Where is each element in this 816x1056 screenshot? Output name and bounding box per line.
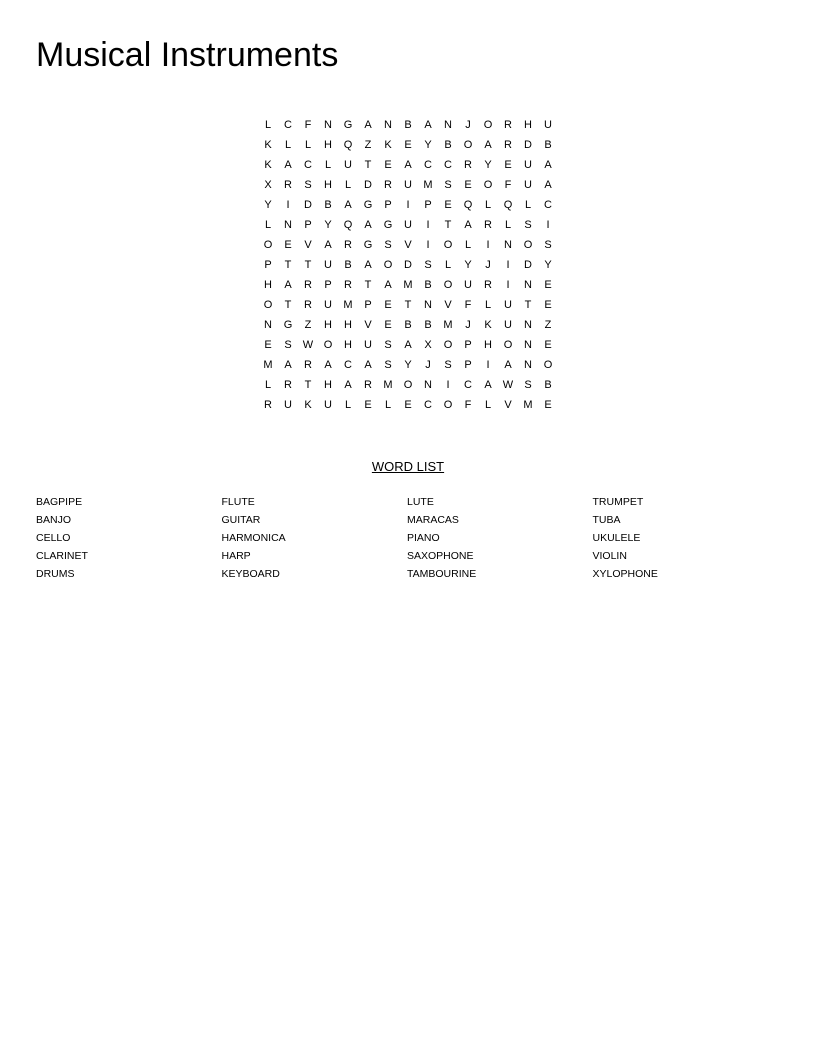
grid-cell: R <box>464 159 472 171</box>
grid-cell: Y <box>464 259 472 271</box>
grid-cell: E <box>544 339 552 351</box>
grid-cell: R <box>284 379 292 391</box>
word-list-item: FLUTE <box>221 496 255 508</box>
grid-cell: E <box>404 399 412 411</box>
grid-cell: S <box>444 179 452 191</box>
grid-cell: F <box>504 179 512 191</box>
grid-cell: O <box>463 139 473 151</box>
grid-cell: Q <box>463 199 473 211</box>
word-list-item: HARMONICA <box>221 532 286 544</box>
grid-cell: B <box>404 119 412 131</box>
grid-cell: G <box>383 219 393 231</box>
word-list-item: BAGPIPE <box>36 496 83 508</box>
grid-cell: C <box>344 359 352 371</box>
grid-cell: T <box>284 259 292 271</box>
grid-cell: T <box>524 299 532 311</box>
grid-cell: D <box>524 259 532 271</box>
grid-cell: I <box>286 199 290 211</box>
grid-cell: L <box>344 399 352 411</box>
grid-cell: Q <box>343 139 353 151</box>
grid-cell: O <box>403 379 413 391</box>
grid-cell: A <box>284 159 292 171</box>
grid-cell: V <box>304 239 312 251</box>
word-list-item: GUITAR <box>221 514 261 526</box>
grid-cell: U <box>324 399 332 411</box>
grid-cell: K <box>484 319 492 331</box>
grid-cell: C <box>464 379 472 391</box>
word-list-item: TAMBOURINE <box>407 568 477 580</box>
grid-cell: O <box>503 339 513 351</box>
grid-cell: R <box>484 219 492 231</box>
grid-row <box>258 155 558 175</box>
grid-row <box>258 255 558 275</box>
grid-cell: L <box>464 239 472 251</box>
grid-row <box>258 295 558 315</box>
grid-cell: U <box>464 279 472 291</box>
grid-cell: M <box>263 359 273 371</box>
grid-cell: B <box>344 259 352 271</box>
grid-cell: S <box>444 359 452 371</box>
grid-cell: Z <box>544 319 552 331</box>
grid-cell: S <box>284 339 292 351</box>
grid-cell: B <box>424 319 432 331</box>
grid-cell: S <box>544 239 552 251</box>
grid-cell: B <box>444 139 452 151</box>
grid-cell: E <box>384 319 392 331</box>
grid-cell: U <box>504 299 512 311</box>
grid-cell: U <box>364 339 372 351</box>
grid-cell: A <box>544 179 552 191</box>
grid-cell: T <box>404 299 412 311</box>
grid-cell: V <box>364 319 372 331</box>
grid-cell: R <box>304 279 312 291</box>
grid-row <box>258 315 558 335</box>
grid-cell: R <box>304 359 312 371</box>
grid-cell: F <box>304 119 312 131</box>
word-list-item: BANJO <box>36 514 72 526</box>
word-list-item: KEYBOARD <box>221 568 280 580</box>
grid-cell: L <box>264 219 272 231</box>
grid-cell: Y <box>544 259 552 271</box>
grid-cell: K <box>264 159 272 171</box>
grid-cell: O <box>323 339 333 351</box>
grid-cell: F <box>464 299 472 311</box>
grid-cell: S <box>384 359 392 371</box>
word-list-item: XYLOPHONE <box>592 568 658 580</box>
grid-cell: S <box>424 259 432 271</box>
grid-cell: N <box>424 299 432 311</box>
grid-cell: A <box>344 199 352 211</box>
grid-cell: A <box>404 159 412 171</box>
grid-row <box>258 195 558 215</box>
grid-cell: X <box>264 179 272 191</box>
grid-cell: D <box>364 179 372 191</box>
grid-cell: I <box>486 359 490 371</box>
grid-cell: S <box>304 179 312 191</box>
grid-cell: C <box>424 159 432 171</box>
grid-cell: R <box>504 119 512 131</box>
grid-cell: H <box>484 339 492 351</box>
grid-cell: N <box>524 339 532 351</box>
grid-cell: F <box>464 399 472 411</box>
grid-cell: L <box>444 259 452 271</box>
grid-cell: R <box>304 299 312 311</box>
word-list-item: DRUMS <box>36 568 75 580</box>
grid-cell: J <box>465 119 471 131</box>
grid-cell: A <box>484 379 492 391</box>
grid-cell: U <box>324 259 332 271</box>
grid-cell: H <box>344 339 352 351</box>
grid-cell: K <box>384 139 392 151</box>
grid-cell: E <box>284 239 292 251</box>
grid-cell: P <box>304 219 312 231</box>
grid-cell: O <box>443 399 453 411</box>
grid-cell: S <box>524 219 532 231</box>
grid-cell: U <box>284 399 292 411</box>
grid-row <box>258 375 558 395</box>
grid-cell: J <box>485 259 491 271</box>
grid-cell: T <box>444 219 452 231</box>
grid-cell: L <box>484 299 492 311</box>
word-list-item: PIANO <box>407 532 440 544</box>
grid-cell: N <box>284 219 292 231</box>
grid-cell: O <box>543 359 553 371</box>
grid-cell: H <box>264 279 272 291</box>
grid-cell: T <box>364 159 372 171</box>
grid-cell: I <box>406 199 410 211</box>
grid-cell: Z <box>304 319 312 331</box>
grid-cell: A <box>284 359 292 371</box>
grid-cell: E <box>404 139 412 151</box>
grid-cell: X <box>424 339 432 351</box>
grid-cell: I <box>426 239 430 251</box>
grid-cell: A <box>344 379 352 391</box>
grid-cell: I <box>506 259 510 271</box>
grid-cell: U <box>524 179 532 191</box>
grid-cell: A <box>364 219 372 231</box>
grid-cell: T <box>304 259 312 271</box>
grid-cell: R <box>264 399 272 411</box>
grid-row <box>258 215 558 235</box>
grid-cell: D <box>404 259 412 271</box>
grid-row <box>258 235 558 255</box>
grid-cell: U <box>404 179 412 191</box>
grid-cell: B <box>424 279 432 291</box>
grid-cell: Y <box>424 139 432 151</box>
grid-cell: W <box>502 379 514 391</box>
grid-cell: R <box>384 179 392 191</box>
word-list-item: LUTE <box>407 496 434 508</box>
grid-cell: U <box>544 119 552 131</box>
grid-cell: R <box>504 139 512 151</box>
grid-cell: B <box>544 379 552 391</box>
grid-cell: A <box>504 359 512 371</box>
grid-row <box>258 175 558 195</box>
grid-cell: G <box>363 239 373 251</box>
grid-cell: U <box>344 159 352 171</box>
grid-cell: K <box>304 399 312 411</box>
word-list-item: MARACAS <box>407 514 459 526</box>
grid-cell: E <box>544 279 552 291</box>
grid-cell: J <box>425 359 431 371</box>
grid-cell: A <box>384 279 392 291</box>
page-title: Musical Instruments <box>36 36 339 74</box>
grid-cell: E <box>544 399 552 411</box>
grid-cell: P <box>384 199 392 211</box>
grid-cell: B <box>404 319 412 331</box>
grid-cell: L <box>524 199 532 211</box>
grid-cell: L <box>484 399 492 411</box>
grid-cell: C <box>444 159 452 171</box>
grid-cell: A <box>324 359 332 371</box>
grid-cell: Z <box>364 139 372 151</box>
grid-cell: R <box>344 239 352 251</box>
grid-cell: C <box>284 119 292 131</box>
grid-cell: O <box>483 119 493 131</box>
grid-cell: Y <box>324 219 332 231</box>
grid-cell: K <box>264 139 272 151</box>
grid-cell: A <box>404 339 412 351</box>
grid-cell: V <box>504 399 512 411</box>
grid-cell: B <box>324 199 332 211</box>
grid-cell: E <box>364 399 372 411</box>
grid-cell: Q <box>343 219 353 231</box>
grid-cell: L <box>324 159 332 171</box>
grid-cell: P <box>424 199 432 211</box>
word-list-item: HARP <box>221 550 251 562</box>
grid-cell: C <box>304 159 312 171</box>
grid-cell: T <box>284 299 292 311</box>
grid-cell: S <box>524 379 532 391</box>
grid-cell: H <box>324 379 332 391</box>
grid-cell: R <box>284 179 292 191</box>
grid-cell: S <box>384 339 392 351</box>
grid-cell: A <box>364 119 372 131</box>
grid-cell: N <box>324 119 332 131</box>
grid-cell: E <box>544 299 552 311</box>
grid-cell: L <box>284 139 292 151</box>
grid-row <box>258 275 558 295</box>
grid-cell: G <box>343 119 353 131</box>
grid-cell: Q <box>503 199 513 211</box>
grid-cell: N <box>524 359 532 371</box>
grid-cell: O <box>443 279 453 291</box>
grid-cell: A <box>364 359 372 371</box>
grid-cell: H <box>324 179 332 191</box>
grid-cell: I <box>446 379 450 391</box>
grid-cell: P <box>324 279 332 291</box>
grid-cell: R <box>484 279 492 291</box>
grid-cell: V <box>444 299 452 311</box>
grid-cell: U <box>404 219 412 231</box>
grid-cell: N <box>384 119 392 131</box>
grid-cell: D <box>524 139 532 151</box>
grid-cell: M <box>523 399 533 411</box>
grid-cell: O <box>443 239 453 251</box>
grid-cell: M <box>423 179 433 191</box>
grid-cell: R <box>364 379 372 391</box>
grid-cell: Y <box>264 199 272 211</box>
grid-cell: D <box>304 199 312 211</box>
grid-cell: P <box>364 299 372 311</box>
grid-cell: E <box>464 179 472 191</box>
word-list-item: CLARINET <box>36 550 88 562</box>
word-list <box>36 493 778 583</box>
word-list-heading: WORD LIST <box>371 459 445 474</box>
word-list-item: TRUMPET <box>592 496 644 508</box>
grid-cell: A <box>544 159 552 171</box>
grid-cell: Y <box>484 159 492 171</box>
grid-row <box>258 355 558 375</box>
letter-grid <box>258 115 558 415</box>
grid-cell: I <box>506 279 510 291</box>
grid-cell: O <box>263 239 273 251</box>
grid-cell: L <box>504 219 512 231</box>
grid-row <box>258 335 558 355</box>
grid-cell: L <box>384 399 392 411</box>
grid-cell: N <box>444 119 452 131</box>
word-list-item: UKULELE <box>592 532 641 544</box>
grid-cell: J <box>465 319 471 331</box>
grid-cell: I <box>426 219 430 231</box>
grid-cell: L <box>484 199 492 211</box>
grid-cell: O <box>263 299 273 311</box>
grid-cell: O <box>523 239 533 251</box>
grid-cell: H <box>324 139 332 151</box>
grid-row <box>258 115 558 135</box>
grid-cell: N <box>504 239 512 251</box>
grid-cell: E <box>384 299 392 311</box>
grid-cell: L <box>264 379 272 391</box>
grid-cell: H <box>524 119 532 131</box>
grid-cell: T <box>304 379 312 391</box>
grid-cell: H <box>344 319 352 331</box>
grid-cell: I <box>486 239 490 251</box>
grid-cell: L <box>304 139 312 151</box>
grid-row <box>258 395 558 415</box>
grid-cell: Y <box>404 359 412 371</box>
grid-cell: N <box>524 319 532 331</box>
grid-cell: S <box>384 239 392 251</box>
grid-cell: W <box>302 339 314 351</box>
grid-cell: O <box>483 179 493 191</box>
grid-cell: N <box>424 379 432 391</box>
grid-cell: P <box>464 339 472 351</box>
grid-cell: A <box>484 139 492 151</box>
grid-cell: M <box>403 279 413 291</box>
grid-cell: U <box>324 299 332 311</box>
word-list-item: CELLO <box>36 532 71 544</box>
grid-cell: O <box>443 339 453 351</box>
grid-cell: E <box>264 339 272 351</box>
grid-cell: A <box>424 119 432 131</box>
grid-cell: U <box>504 319 512 331</box>
grid-cell: O <box>383 259 393 271</box>
grid-row <box>258 135 558 155</box>
grid-cell: L <box>344 179 352 191</box>
word-list-item: VIOLIN <box>592 550 627 562</box>
grid-cell: N <box>264 319 272 331</box>
grid-cell: E <box>504 159 512 171</box>
word-list-item: SAXOPHONE <box>407 550 474 562</box>
grid-cell: B <box>544 139 552 151</box>
grid-cell: U <box>524 159 532 171</box>
grid-cell: R <box>344 279 352 291</box>
grid-cell: E <box>384 159 392 171</box>
grid-cell: P <box>464 359 472 371</box>
grid-cell: L <box>264 119 272 131</box>
grid-cell: C <box>544 199 552 211</box>
grid-cell: A <box>284 279 292 291</box>
grid-cell: G <box>283 319 293 331</box>
grid-cell: M <box>343 299 353 311</box>
grid-cell: G <box>363 199 373 211</box>
grid-cell: M <box>443 319 453 331</box>
grid-cell: A <box>464 219 472 231</box>
grid-cell: A <box>364 259 372 271</box>
grid-cell: C <box>424 399 432 411</box>
grid-cell: T <box>364 279 372 291</box>
grid-cell: V <box>404 239 412 251</box>
grid-cell: N <box>524 279 532 291</box>
grid-cell: E <box>444 199 452 211</box>
grid-cell: P <box>264 259 272 271</box>
grid-cell: I <box>546 219 550 231</box>
grid-cell: A <box>324 239 332 251</box>
grid-cell: H <box>324 319 332 331</box>
grid-cell: M <box>383 379 393 391</box>
word-list-item: TUBA <box>592 514 621 526</box>
